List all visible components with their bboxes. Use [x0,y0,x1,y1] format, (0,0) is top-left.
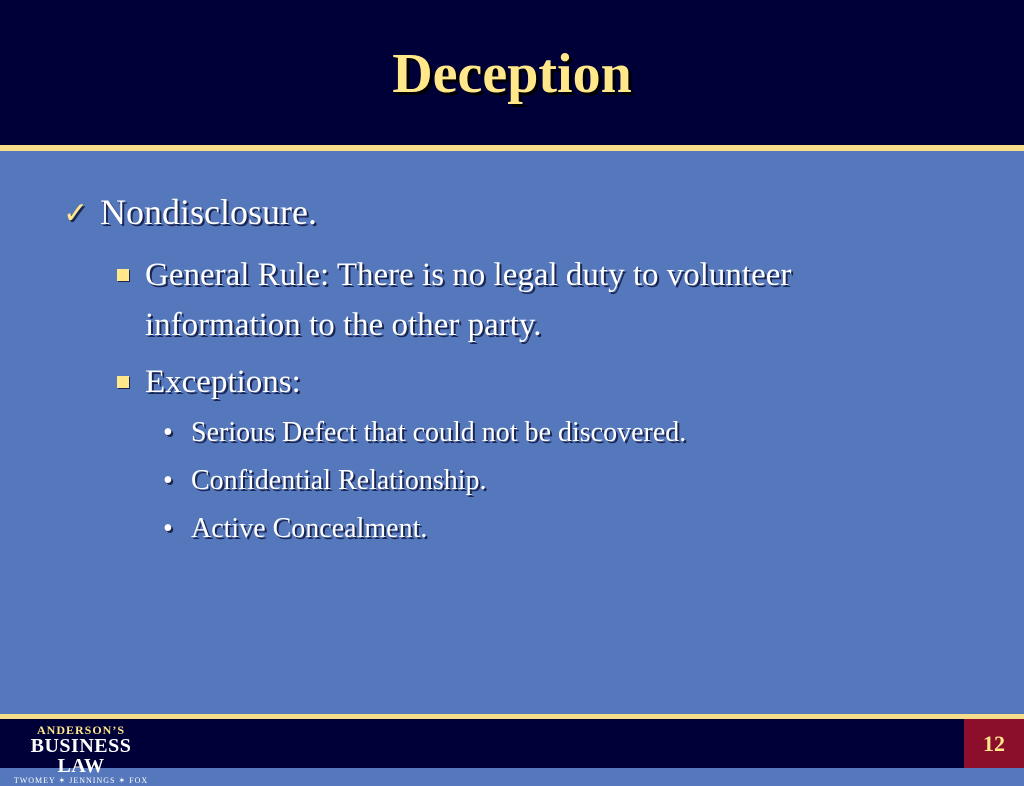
exception-text: Confidential Relationship. [191,465,487,496]
dot-bullet-icon: • [163,465,173,496]
publisher-logo [6,723,156,785]
dot-bullet-icon: • [163,417,173,448]
logo-top-text: ANDERSON’S [36,723,125,737]
slide-title: Deception [392,43,632,105]
exception-item [163,511,427,547]
exception-item [163,463,487,499]
logo-main-text: BUSINESS LAW [30,735,132,777]
point-exceptions [117,357,935,407]
square-bullet-icon [117,269,129,281]
exception-text: Serious Defect that could not be discovered. [191,417,687,448]
footer-divider [0,714,1024,719]
heading-nondisclosure [63,188,317,238]
point-general-rule [117,250,935,350]
square-bullet-icon [117,376,129,388]
checkmark-icon: ✓ [63,196,89,231]
logo-authors-text: TWOMEY ✶ JENNINGS ✶ FOX [13,776,149,785]
dot-bullet-icon: • [163,513,173,544]
point-text: Exceptions: [145,364,301,400]
exception-text: Active Concealment. [191,513,428,544]
point-text: General Rule: There is no legal duty to volunteer information to the other party. [145,257,792,343]
page-number: 12 [964,719,1024,768]
heading-text: Nondisclosure. [100,192,317,232]
exception-item [163,415,686,451]
